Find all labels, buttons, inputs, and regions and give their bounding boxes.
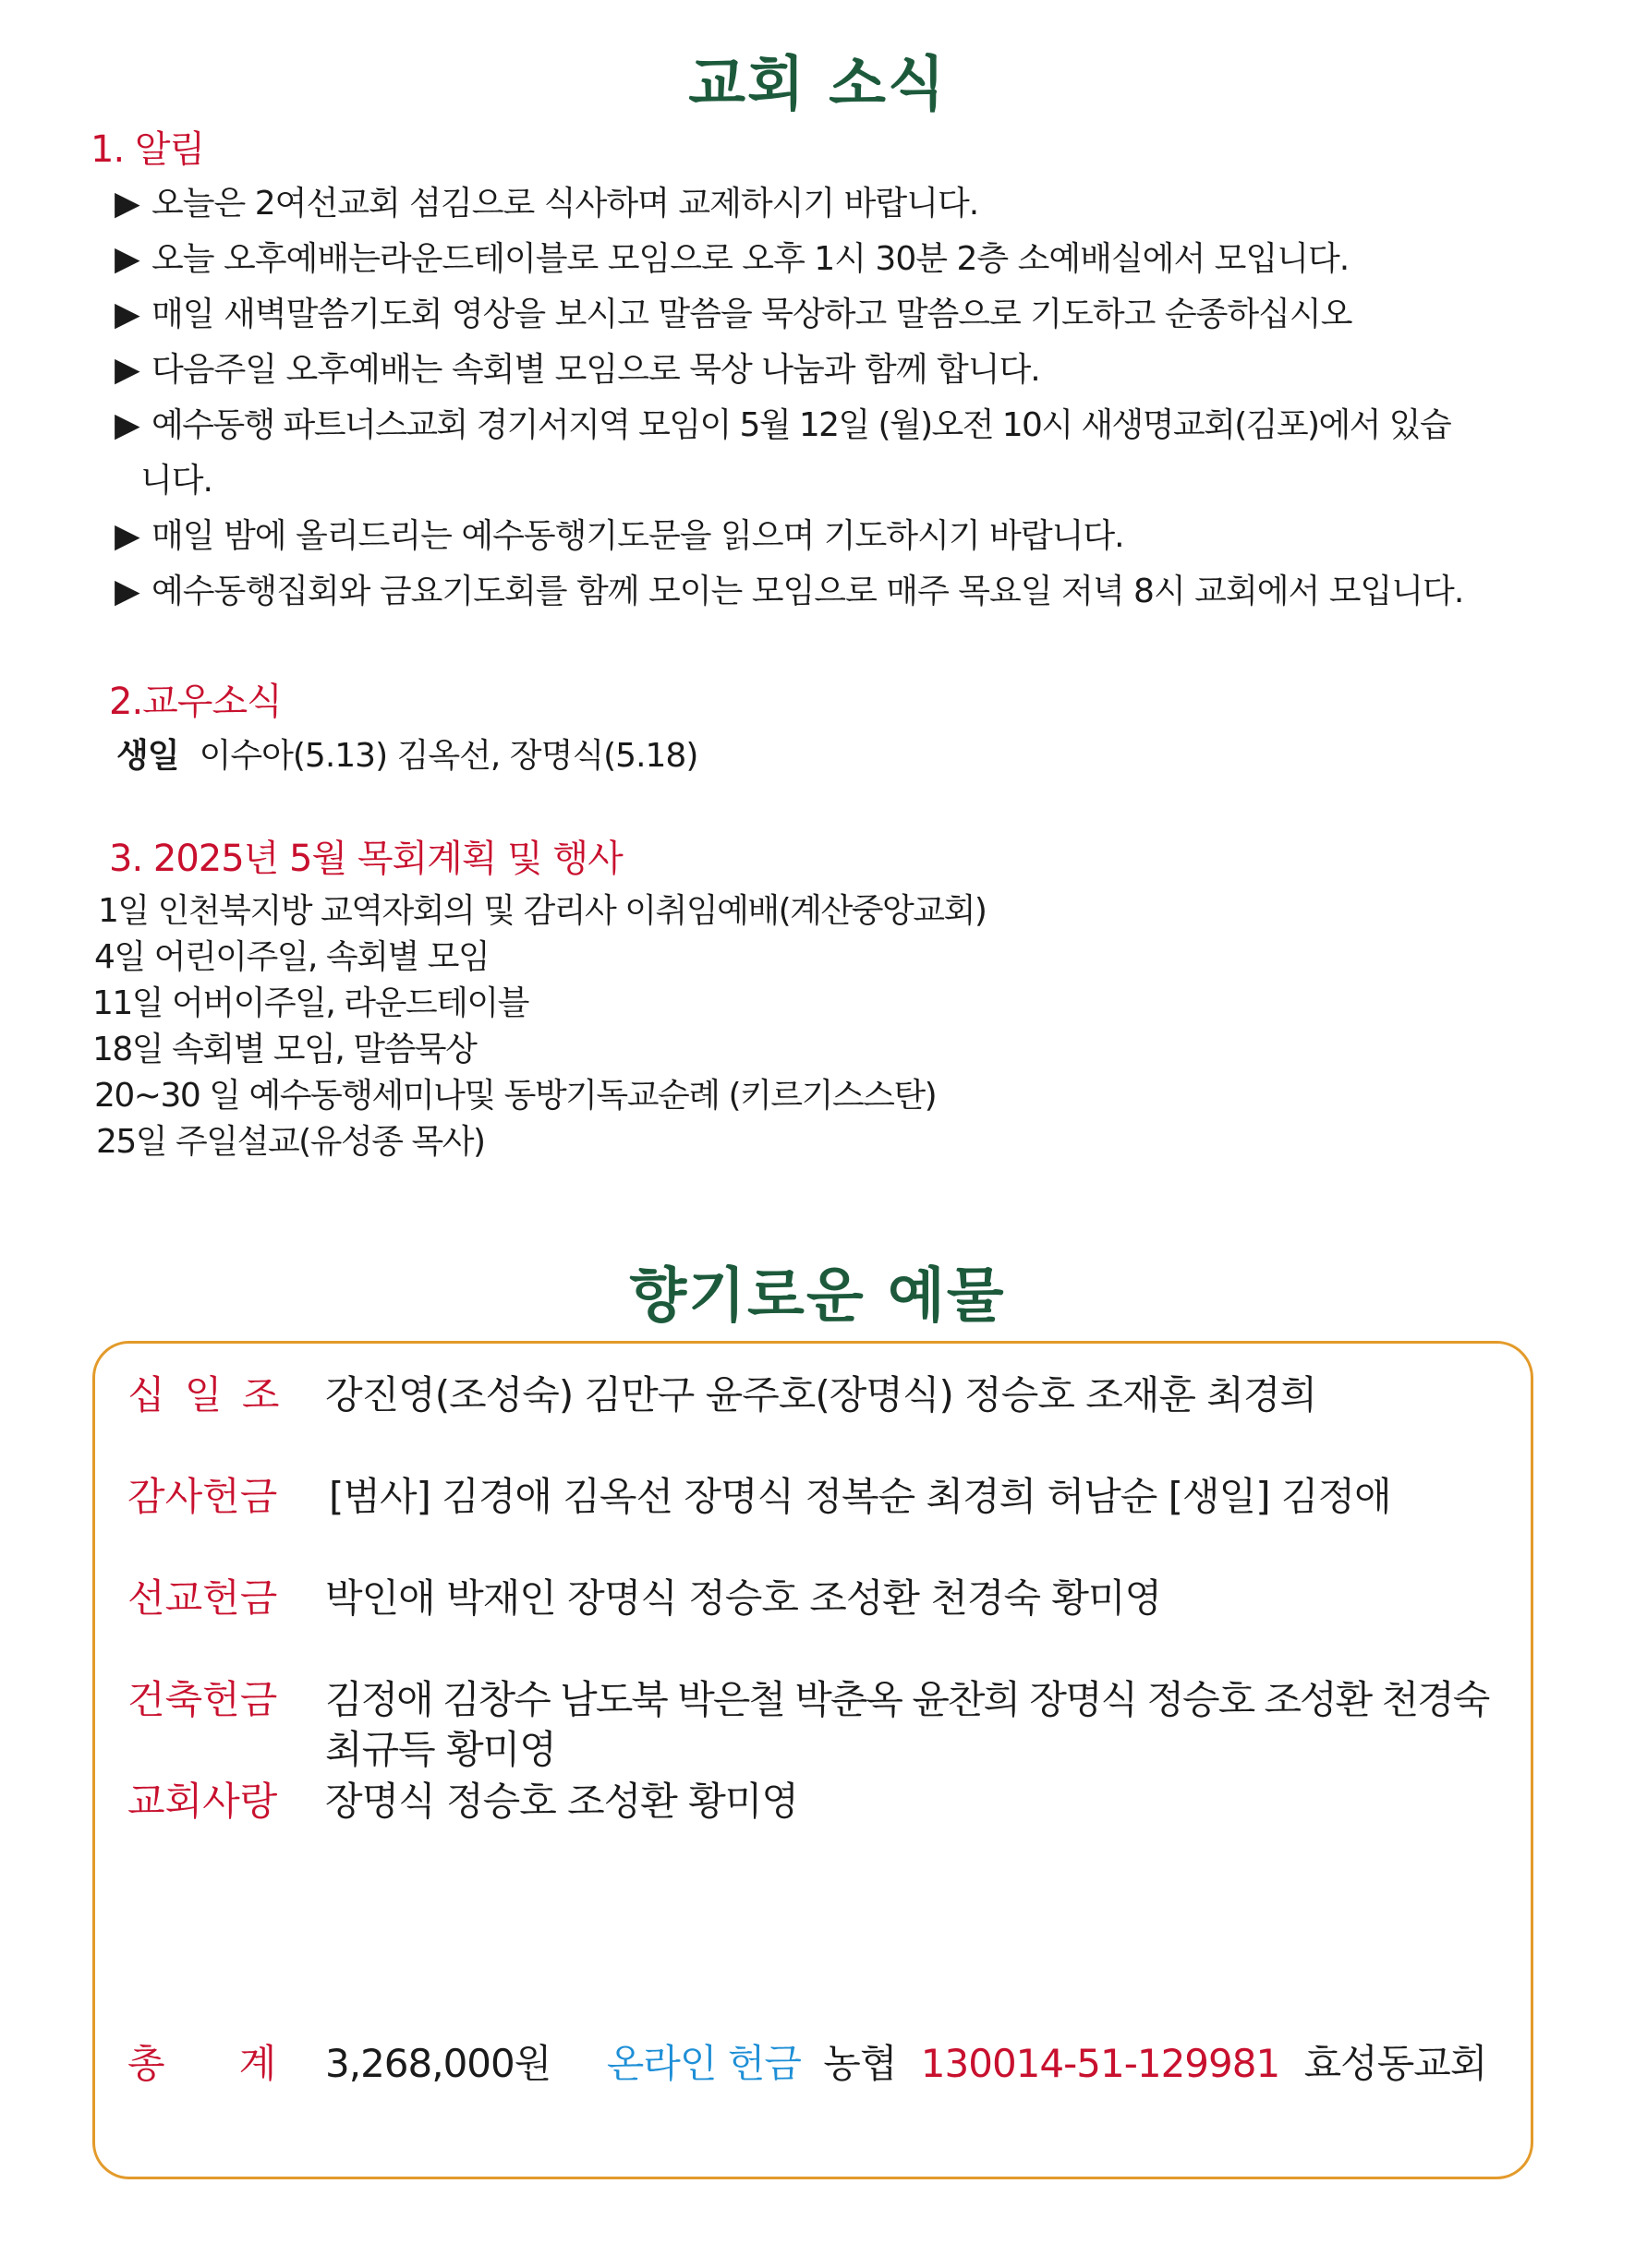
announce-item: ▶ 매일 새벽말씀기도회 영상을 보시고 말씀을 묵상하고 말씀으로 기도하고 순종하십시오: [115, 296, 1352, 333]
event-item: 18일 속회별 모임, 말씀묵상: [92, 1031, 477, 1068]
announce-item: ▶ 다음주일 오후예배는 속회별 모임으로 묵상 나눔과 함께 합니다.: [115, 351, 1040, 389]
bank-name: 농협: [823, 2041, 897, 2086]
members-heading: 2.교우소식: [109, 681, 282, 723]
announce-item-continuation: 니다.: [140, 462, 212, 500]
announce-item: ▶ 예수동행 파트너스교회 경기서지역 모임이 5월 12일 (월)오전 10시 새생명교회(김포)에서 있습: [115, 406, 1451, 444]
bullet-arrow-icon: ▶: [115, 406, 139, 444]
account-number: 130014-51-129981: [920, 2041, 1280, 2086]
bullet-arrow-icon: ▶: [115, 351, 139, 389]
birthday-text: 이수아(5.13) 김옥선, 장명식(5.18): [199, 737, 698, 775]
bullet-arrow-icon: ▶: [115, 185, 139, 223]
plan-heading: 3. 2025년 5월 목회계획 및 행사: [109, 838, 623, 880]
total-amount: 3,268,000원: [325, 2041, 551, 2086]
mission-names: 박인애 박재인 장명식 정승호 조성환 천경숙 황미영: [325, 1575, 1162, 1621]
event-item: 4일 어린이주일, 속회별 모임: [94, 938, 490, 976]
total-line: [325, 2033, 1486, 2089]
thanks-names: [범사] 김경애 김옥선 장명식 정복순 최경희 허남순 [생일] 김정애: [329, 1474, 1391, 1519]
total-label: 총 계: [127, 2041, 277, 2086]
announce-item: ▶ 오늘은 2여선교회 섬김으로 식사하며 교제하시기 바랍니다.: [115, 185, 979, 223]
event-item: 11일 어버이주일, 라운드테이블: [92, 984, 528, 1022]
church-love-names: 장명식 정승호 조성환 황미영: [325, 1779, 798, 1824]
tithe-label: 십 일 조: [127, 1372, 284, 1418]
announce-item: ▶ 매일 밤에 올리드리는 예수동행기도문을 읽으며 기도하시기 바랍니다.: [115, 517, 1124, 555]
bullet-arrow-icon: ▶: [115, 240, 139, 278]
mission-label: 선교헌금: [127, 1575, 278, 1621]
church-love-label: 교회사랑: [127, 1779, 278, 1824]
offering-title: 향기로운 예물: [629, 1262, 1006, 1331]
building-label: 건축헌금: [127, 1677, 278, 1722]
event-item: 1일 인천북지방 교역자회의 및 감리사 이취임예배(계산중앙교회): [98, 892, 987, 930]
announce-heading: 1. 알림: [91, 128, 205, 171]
tithe-names: 강진영(조성숙) 김만구 윤주호(장명식) 정승호 조재훈 최경희: [325, 1372, 1317, 1418]
bullet-arrow-icon: ▶: [115, 296, 139, 333]
thanks-label: 감사헌금: [127, 1474, 278, 1519]
account-holder: 효성동교회: [1303, 2041, 1487, 2086]
event-item: 20~30 일 예수동행세미나및 동방기독교순례 (키르기스스탄): [94, 1077, 937, 1115]
event-item: 25일 주일설교(유성종 목사): [96, 1123, 485, 1161]
birthday-line: [116, 730, 697, 777]
birthday-label: 생일: [116, 737, 179, 775]
online-offering-label: 온라인 헌금: [606, 2041, 801, 2086]
news-title: 교회 소식: [688, 51, 947, 119]
building-names: 김정애 김창수 남도북 박은철 박춘옥 윤찬희 장명식 정승호 조성환 천경숙: [325, 1677, 1489, 1722]
announce-item: ▶ 오늘 오후예배는라운드테이블로 모임으로 오후 1시 30분 2층 소예배실에서 모입니다.: [115, 240, 1350, 278]
building-names-cont: 최규득 황미영: [325, 1727, 556, 1772]
announce-item: ▶ 예수동행집회와 금요기도회를 함께 모이는 모임으로 매주 목요일 저녁 8시 교회에서 모입니다.: [115, 573, 1464, 610]
bullet-arrow-icon: ▶: [115, 573, 139, 610]
bullet-arrow-icon: ▶: [115, 517, 139, 555]
